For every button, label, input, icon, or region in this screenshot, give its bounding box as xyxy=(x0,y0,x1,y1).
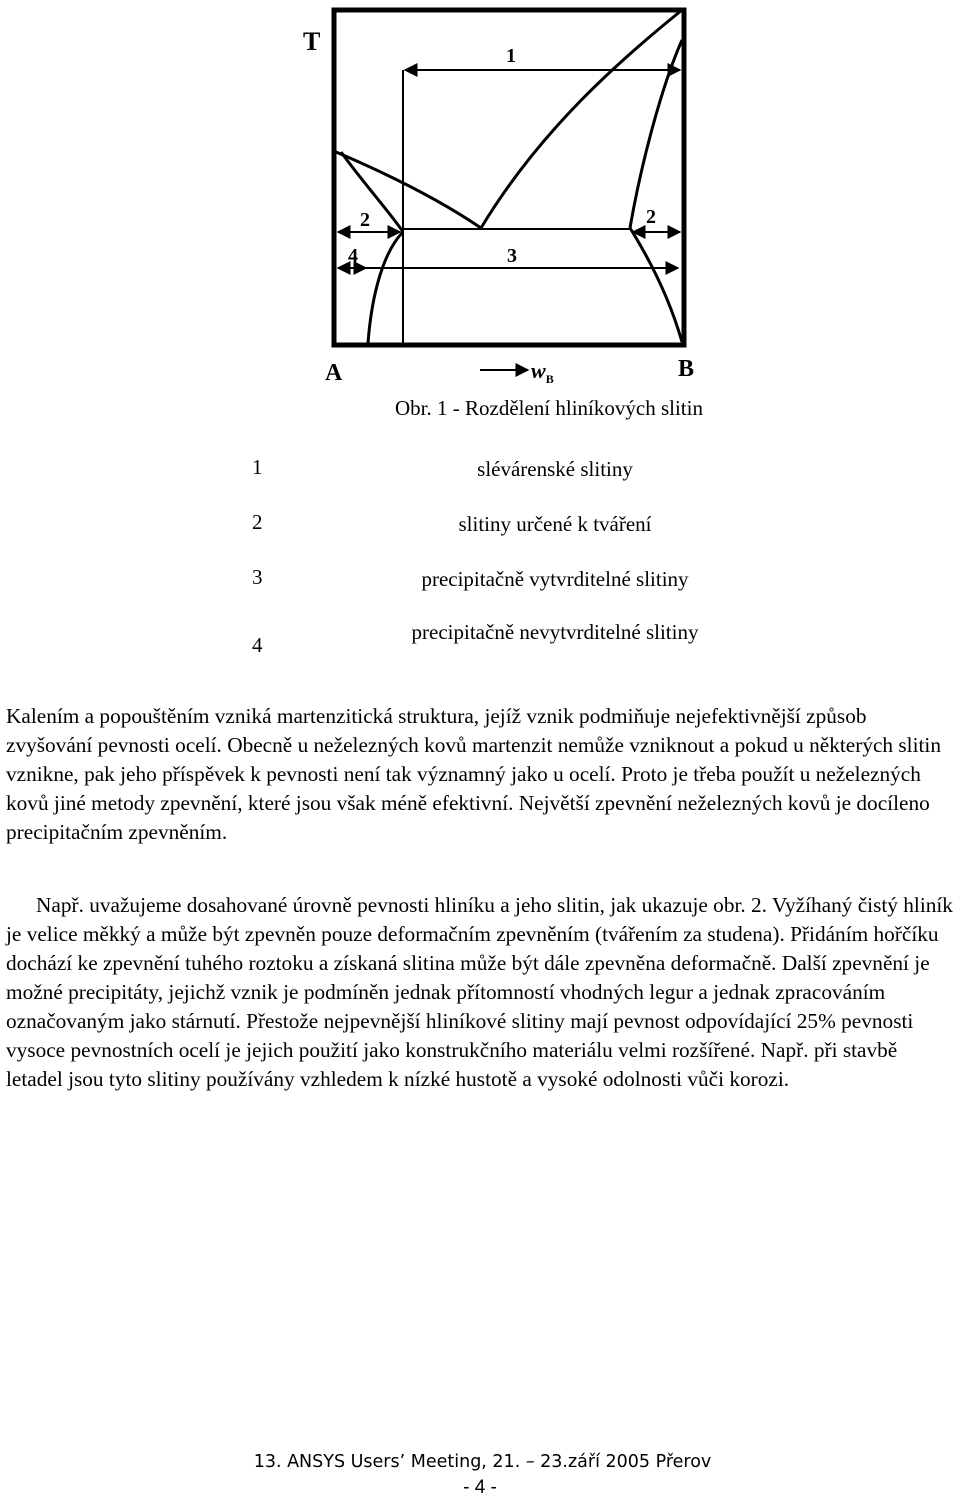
label-composition xyxy=(531,358,554,386)
legend-text: precipitačně nevytvrditelné slitiny xyxy=(411,620,699,644)
label-region-3: 3 xyxy=(507,245,517,267)
solvus-right xyxy=(630,228,682,342)
composition-subscript: B xyxy=(545,372,554,386)
phase-diagram xyxy=(290,0,720,395)
paragraph-martensite: Kalením a popouštěním vzniká martenzitická struktura, jejíž vznik podmiňuje nejefektivnější způsob zvyšování pevnosti ocelí. Obecně u neželezných kovů martenzit nemůže vzniknout a pokud u některých slitin vznikne, pak jeho příspěvek k pevnosti není tak významný jako u ocelí. Proto je třeba použít u neželezných kovů jiné metody zpevnění, které jsou však méně efektivní. Největší zpevnění neželezných kovů je docíleno precipitačním zpevněním. xyxy=(6,704,941,844)
label-region-2-left: 2 xyxy=(360,209,370,231)
liquidus-left xyxy=(336,152,481,228)
label-a-end: A xyxy=(325,360,343,386)
legend-number: 1 xyxy=(252,455,263,479)
label-t-axis: T xyxy=(303,27,321,56)
composition-symbol: w xyxy=(531,358,546,383)
solidus-left xyxy=(341,152,403,232)
legend-number: 3 xyxy=(252,565,263,589)
legend-text: slitiny určené k tváření xyxy=(458,512,652,536)
label-region-1: 1 xyxy=(506,45,516,67)
liquidus-right xyxy=(481,10,682,228)
label-region-2-right: 2 xyxy=(646,206,656,228)
paragraph-aluminium-strength: Např. uvažujeme dosahované úrovně pevnosti hliníku a jeho slitin, jak ukazuje obr. 2. Vyžíhaný čistý hliník je velice měkký a může být zpevněn pouze deformačním zpevněním (tvářením za studena). Přidáním hořčíku dochází ke zpevnění tuhého roztoku a získaná slitina může být dále zpevněna deformačně. Další zpevnění je možné precipitáty, jejichž vznik je podmíněn jednak přítomností vhodných legur a jednak zpracováním označovaným jako stárnutí. Přestože nejpevnější hliníkové slitiny mají pevnost odpovídající 25% pevnosti vysoce pevnostních ocelí je jejich použití jako konstrukčního materiálu velmi rozšířené. Např. při stavbě letadel jsou tyto slitiny používány vzhledem k nízké hustotě a vysoké odolnosti vůči korozi. xyxy=(6,893,953,1091)
footer-meeting: 13. ANSYS Users’ Meeting, 21. – 23.září 2005 Přerov xyxy=(253,1452,712,1472)
solvus-left xyxy=(368,232,403,343)
legend-number: 4 xyxy=(252,633,263,657)
legend-text: slévárenské slitiny xyxy=(477,457,633,481)
legend-text: precipitačně vytvrditelné slitiny xyxy=(421,567,689,591)
label-region-4: 4 xyxy=(348,245,358,267)
legend-number: 2 xyxy=(252,510,263,534)
solidus-right xyxy=(630,40,682,228)
page-number: - 4 - xyxy=(463,1477,497,1498)
label-b-end: B xyxy=(678,356,695,382)
figure-caption: Obr. 1 - Rozdělení hliníkových slitin xyxy=(395,396,703,420)
